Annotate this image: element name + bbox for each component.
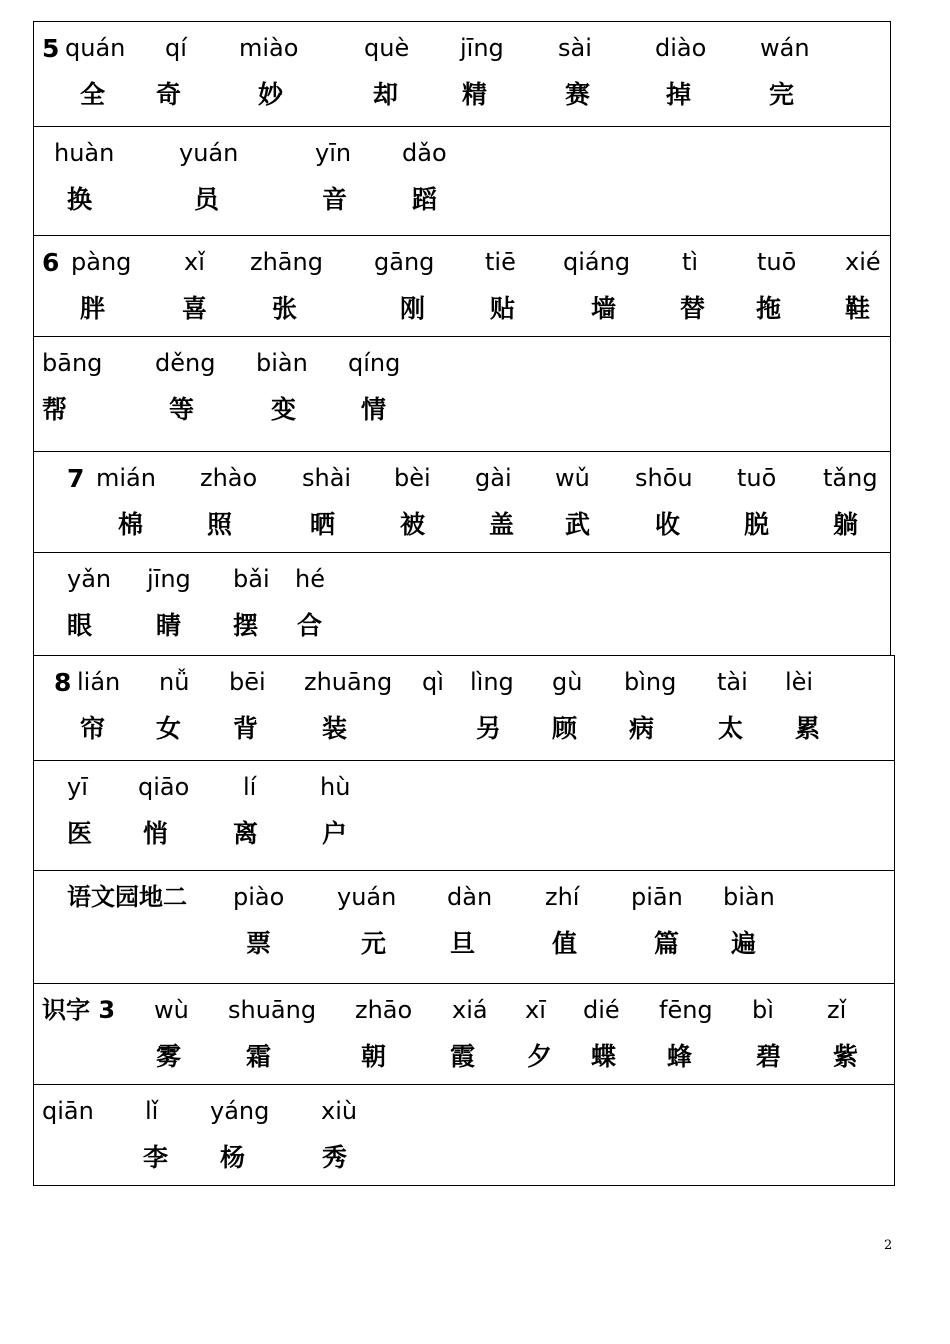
hanzi-character: 背 — [233, 714, 259, 743]
pinyin-syllable: xiù — [321, 1097, 358, 1125]
hanzi-character: 另 — [476, 714, 502, 743]
pinyin-syllable: xiá — [452, 996, 488, 1024]
section-label: 识字 3 — [42, 996, 116, 1024]
hanzi-character: 完 — [769, 80, 795, 109]
pinyin-syllable: yuán — [179, 139, 239, 167]
pinyin-syllable: qiān — [42, 1097, 94, 1125]
pinyin-syllable: miào — [239, 34, 299, 62]
pinyin-syllable: bì — [752, 996, 774, 1024]
pinyin-syllable: qiāo — [138, 773, 190, 801]
hanzi-character: 躺 — [833, 510, 859, 539]
row-language-garden-2 — [33, 870, 895, 984]
hanzi-character: 胖 — [80, 294, 106, 323]
row-lesson-8 — [33, 655, 895, 761]
pinyin-syllable: gài — [475, 464, 512, 492]
pinyin-syllable: zhāng — [250, 248, 323, 276]
pinyin-syllable: wù — [154, 996, 189, 1024]
row-lesson-5 — [33, 21, 891, 127]
pinyin-syllable: yuán — [337, 883, 397, 911]
pinyin-syllable: hù — [320, 773, 351, 801]
hanzi-character: 员 — [194, 185, 220, 214]
pinyin-syllable: dǎo — [402, 139, 447, 167]
pinyin-syllable: gù — [552, 668, 583, 696]
hanzi-character: 蜂 — [667, 1042, 693, 1071]
row-lesson-5-continued — [33, 126, 891, 236]
hanzi-character: 帮 — [42, 395, 68, 424]
pinyin-syllable: biàn — [256, 349, 308, 377]
hanzi-character: 杨 — [220, 1143, 246, 1172]
row-lesson-6-continued — [33, 336, 891, 452]
row-lesson-8-continued — [33, 760, 895, 871]
pinyin-syllable: yáng — [210, 1097, 270, 1125]
hanzi-character: 盖 — [489, 510, 515, 539]
hanzi-character: 情 — [361, 395, 387, 424]
pinyin-syllable: mián — [96, 464, 156, 492]
pinyin-syllable: dié — [583, 996, 620, 1024]
pinyin-syllable: lián — [77, 668, 121, 696]
pinyin-syllable: lìng — [470, 668, 514, 696]
pinyin-syllable: wán — [760, 34, 810, 62]
hanzi-character: 音 — [322, 185, 348, 214]
pinyin-syllable: hé — [295, 565, 325, 593]
hanzi-character: 太 — [718, 714, 744, 743]
hanzi-character: 霞 — [450, 1042, 476, 1071]
pinyin-syllable: bǎi — [233, 565, 270, 593]
pinyin-syllable: tuō — [737, 464, 777, 492]
pinyin-syllable: xié — [845, 248, 881, 276]
pinyin-syllable: yī — [67, 773, 88, 801]
hanzi-character: 装 — [322, 714, 348, 743]
hanzi-character: 蹈 — [412, 185, 438, 214]
pinyin-syllable: yǎn — [67, 565, 112, 593]
hanzi-character: 元 — [361, 929, 387, 958]
hanzi-character: 鞋 — [845, 294, 871, 323]
hanzi-character: 朝 — [361, 1042, 387, 1071]
hanzi-character: 喜 — [182, 294, 208, 323]
hanzi-character: 睛 — [156, 611, 182, 640]
hanzi-character: 秀 — [322, 1143, 348, 1172]
hanzi-character: 换 — [67, 185, 93, 214]
pinyin-syllable: pàng — [71, 248, 132, 276]
hanzi-character: 碧 — [756, 1042, 782, 1071]
hanzi-character: 照 — [207, 510, 233, 539]
pinyin-syllable: shài — [302, 464, 352, 492]
lesson-number: 5 — [42, 34, 60, 63]
lesson-number: 6 — [42, 248, 60, 277]
hanzi-character: 霜 — [246, 1042, 272, 1071]
row-literacy-3-continued — [33, 1084, 895, 1186]
pinyin-syllable: lǐ — [145, 1097, 159, 1125]
pinyin-syllable: tǎng — [823, 464, 878, 492]
hanzi-character: 武 — [565, 510, 591, 539]
pinyin-syllable: tiē — [485, 248, 516, 276]
pinyin-syllable: jīng — [147, 565, 191, 593]
hanzi-character: 晒 — [310, 510, 336, 539]
pinyin-syllable: gāng — [374, 248, 435, 276]
pinyin-syllable: tì — [682, 248, 699, 276]
pinyin-syllable: bāng — [42, 349, 103, 377]
hanzi-character: 票 — [246, 929, 272, 958]
hanzi-character: 雾 — [156, 1042, 182, 1071]
pinyin-syllable: zhào — [200, 464, 258, 492]
lesson-number: 8 — [54, 668, 72, 697]
pinyin-syllable: lí — [243, 773, 257, 801]
page-number: 2 — [884, 1238, 893, 1253]
hanzi-character: 等 — [169, 395, 195, 424]
hanzi-character: 收 — [655, 510, 681, 539]
pinyin-syllable: què — [364, 34, 410, 62]
hanzi-character: 顾 — [552, 714, 578, 743]
pinyin-syllable: quán — [65, 34, 126, 62]
pinyin-syllable: qì — [422, 668, 444, 696]
pinyin-syllable: diào — [655, 34, 707, 62]
pinyin-syllable: bèi — [394, 464, 431, 492]
hanzi-character: 掉 — [666, 80, 692, 109]
pinyin-syllable: biàn — [723, 883, 775, 911]
hanzi-character: 眼 — [67, 611, 93, 640]
pinyin-syllable: piào — [233, 883, 285, 911]
hanzi-character: 紫 — [833, 1042, 859, 1071]
pinyin-syllable: xī — [525, 996, 546, 1024]
pinyin-syllable: wǔ — [555, 464, 590, 492]
hanzi-character: 精 — [462, 80, 488, 109]
hanzi-character: 女 — [156, 714, 182, 743]
pinyin-syllable: zhuāng — [304, 668, 393, 696]
hanzi-character: 妙 — [258, 80, 284, 109]
pinyin-syllable: qiáng — [563, 248, 631, 276]
pinyin-syllable: sài — [558, 34, 592, 62]
hanzi-character: 李 — [143, 1143, 169, 1172]
pinyin-syllable: dàn — [447, 883, 493, 911]
hanzi-character: 墙 — [591, 294, 617, 323]
pinyin-syllable: huàn — [54, 139, 115, 167]
hanzi-character: 贴 — [490, 294, 516, 323]
hanzi-character: 拖 — [756, 294, 782, 323]
hanzi-character: 棉 — [118, 510, 144, 539]
hanzi-character: 蝶 — [591, 1042, 617, 1071]
hanzi-character: 奇 — [156, 80, 182, 109]
hanzi-character: 全 — [80, 80, 106, 109]
lesson-number: 7 — [67, 464, 85, 493]
pinyin-syllable: fēng — [659, 996, 713, 1024]
row-lesson-6 — [33, 235, 891, 337]
pinyin-syllable: bìng — [624, 668, 677, 696]
hanzi-character: 被 — [400, 510, 426, 539]
row-lesson-7-continued — [33, 552, 891, 656]
pinyin-syllable: qí — [165, 34, 187, 62]
hanzi-character: 旦 — [450, 929, 476, 958]
pinyin-syllable: lèi — [785, 668, 814, 696]
section-label: 语文园地二 — [67, 883, 187, 911]
hanzi-character: 值 — [552, 929, 578, 958]
hanzi-character: 赛 — [565, 80, 591, 109]
hanzi-character: 篇 — [654, 929, 680, 958]
hanzi-character: 医 — [67, 819, 93, 848]
pinyin-syllable: zhāo — [355, 996, 413, 1024]
pinyin-syllable: děng — [155, 349, 216, 377]
hanzi-character: 户 — [322, 819, 348, 848]
pinyin-syllable: shōu — [635, 464, 693, 492]
pinyin-syllable: qíng — [348, 349, 401, 377]
hanzi-character: 却 — [373, 80, 399, 109]
row-lesson-7 — [33, 451, 891, 553]
pinyin-syllable: tuō — [757, 248, 797, 276]
pinyin-syllable: nǚ — [159, 668, 190, 696]
pinyin-syllable: tài — [717, 668, 748, 696]
hanzi-character: 病 — [629, 714, 655, 743]
hanzi-character: 脱 — [744, 510, 770, 539]
pinyin-syllable: jīng — [460, 34, 504, 62]
hanzi-character: 遍 — [731, 929, 757, 958]
pinyin-syllable: zǐ — [827, 996, 847, 1024]
pinyin-syllable: shuāng — [228, 996, 317, 1024]
hanzi-character: 刚 — [400, 294, 426, 323]
row-literacy-3 — [33, 983, 895, 1085]
hanzi-character: 摆 — [233, 611, 259, 640]
hanzi-character: 累 — [795, 714, 821, 743]
hanzi-character: 替 — [680, 294, 706, 323]
hanzi-character: 帘 — [80, 714, 106, 743]
hanzi-character: 悄 — [143, 819, 169, 848]
pinyin-syllable: piān — [631, 883, 683, 911]
hanzi-character: 夕 — [527, 1042, 553, 1071]
hanzi-character: 离 — [233, 819, 259, 848]
pinyin-syllable: yīn — [315, 139, 352, 167]
pinyin-syllable: zhí — [545, 883, 580, 911]
hanzi-character: 合 — [297, 611, 323, 640]
pinyin-syllable: bēi — [229, 668, 266, 696]
pinyin-syllable: xǐ — [184, 248, 205, 276]
hanzi-character: 变 — [271, 395, 297, 424]
hanzi-character: 张 — [272, 294, 298, 323]
